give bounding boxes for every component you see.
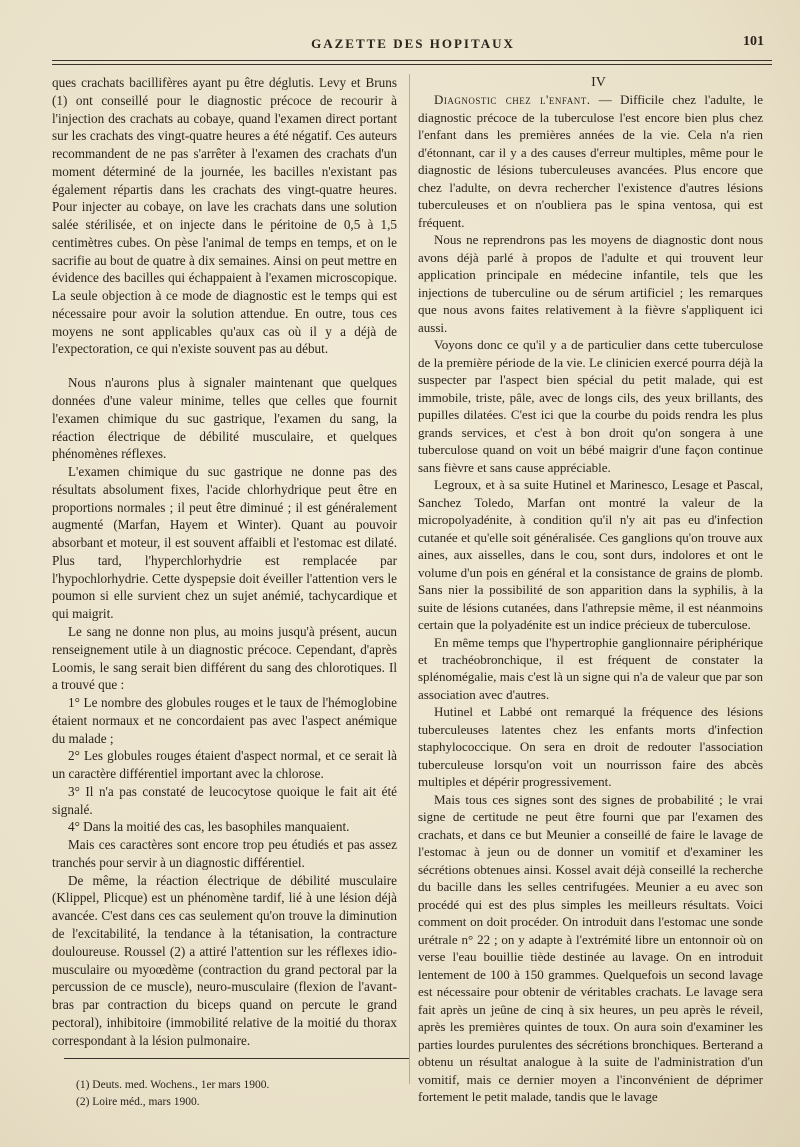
list-item: 3° Il n'a pas constaté de leucocytose quoique le fait ait été signalé. <box>52 783 397 817</box>
list-item: 4° Dans la moitié des cas, les basophiles manquaient. <box>68 819 350 835</box>
column-divider <box>409 74 410 1084</box>
header-rule <box>52 60 772 61</box>
paragraph: En même temps que l'hypertrophie ganglionnaire périphérique et trachéobronchique, il est fréquent de constater la splénomégalie, mais c'est là un signe qui n'a de valeur que par son association avec d'autres. <box>418 634 763 702</box>
right-column <box>418 74 763 1106</box>
paragraph: ques crachats bacillifères ayant pu être déglutis. Levy et Bruns (1) ont conseillé pour le diagnostic précoce de recourir à l'injection des crachats au cobaye, quand l'examen direct portant sur les crachats des vingt-quatre heures a été négatif. Ces auteurs recommandent de ne pas s'arrêter à l'examen des crachats d'un moment déterminé de la journée, les bacilles n'existant pas également répartis dans les crachats des vingt-quatre heures. Pour injecter au cobaye, on lave les crachats dans une solution salée stérilisée, et on injecte dans le péritoine de 0,5 à 1,5 centimètres cubes. On pèse l'animal de temps en temps, et on le sacrifie au bout de quatre à dix semaines. Ainsi on peut mettre en évidence des bacilles qui échappaient à l'examen microscopique. La seule objection à ce mode de diagnostic est le temps qui est nécessaire pour avoir la solution attendue. En outre, tous ces moyens ne sont applicables qu'aux cas où il y a déjà de l'expectoration, ce qui n'existe souvent pas au début. <box>52 75 397 357</box>
paragraph <box>418 91 763 231</box>
page-header <box>48 34 778 58</box>
paragraph: Mais tous ces signes sont des signes de probabilité ; le vrai signe de certitude ne peut être fourni que par l'examen des crachats, et dans ce but Meunier a conseillé de faire le lavage de l'estomac à jeun ou de donner un vomitif et d'examiner les sécrétions obtenues ainsi. Kossel avait déjà conseillé la recherche du bacille dans les selles centrifugées. Meunier a eu avec son procédé qui est des plus simples les meilleurs résultats. Voici comment on doit procéder. On introduit dans l'estomac une sonde urétrale n° 22 ; on y adapte à l'extrémité libre un entonnoir où on verse l'eau bouillie tiède destinée au lavage. On en introduit lentement de 100 à 150 grammes. Quelquefois un second lavage est nécessaire pour obtenir de véritables crachats. Le lavage sera fait après un jeûne de cinq à six heures, un peu après le réveil, après les premières quintes de toux. On aura soin d'examiner les parties lourdes purulentes des sécrétions bronchiques. Berterand a obtenu un résultat analogue à la suite de l'administration d'un vomitif, mais ce dernier moyen a l'inconvénient de déprimer fortement le petit malade, tandis que le lavage <box>418 791 763 1105</box>
section-title: Diagnostic chez l'enfant. <box>434 92 591 108</box>
paragraph: Hutinel et Labbé ont remarqué la fréquence des lésions tuberculeuses latentes chez les enfants morts d'infection staphylococcique. On sera en droit de redouter l'association tuberculeuse lorsqu'on voit un nourrisson faire des abcès multiples et dépérir progressivement. <box>418 704 763 790</box>
footnote: (1) Deuts. med. Wochens., 1er mars 1900. <box>76 1079 270 1091</box>
paragraph: Legroux, et à sa suite Hutinel et Marinesco, Lesage et Pascal, Sanchez Toledo, Marfan ont montré la valeur de la micropolyadénite, à condition qu'il n'y ait pas eu d'infection cutanée et qu'elle soit généralisée. Ces ganglions qu'on trouve aux aines, aux aisselles, dans le cou, sont durs, indolores et ont le volume d'un pois en général et la consistance de grains de plomb. Sans nier la possibilité de son apparition dans la syphilis, à la suite de lésions cutanées, dans l'athrepsie même, il est néanmoins certain que la polyadénite est un indice précieux de tuberculose. <box>418 477 763 633</box>
footnotes <box>76 1077 396 1111</box>
paragraph: Voyons donc ce qu'il y a de particulier dans cette tuberculose de la première période de la vie. Le clinicien exercé pourra déjà la suspecter par l'aspect bien spécial du petit malade, qui est immobile, triste, pâle, avec de longs cils, des yeux brillants, des pupilles dilatées. C'est ici que la courbe du poids rendra les plus grands services, et c'est à bon droit qu'on songera à une tuberculose quand on voit un bébé maigrir d'une façon continue sans fièvre et sans cause appréciable. <box>418 337 763 475</box>
list-item: 1° Le nombre des globules rouges et le taux de l'hémoglobine étaient normaux et ne concordaient pas avec l'aspect anémique du malade ; <box>52 695 397 746</box>
page-number: 101 <box>743 34 764 49</box>
paragraph: Le sang ne donne non plus, au moins jusqu'à présent, aucun renseignement utile à un diagnostic précoce. Cependant, d'après Loomis, le sang serait bien différent du sang des chlorotiques. Il a trouvé que : <box>52 623 397 693</box>
paragraph: L'examen chimique du suc gastrique ne donne pas des résultats absolument fixes, l'acide chlorhydrique peut être en proportions normales ; il peut être diminué ; il est généralement augmenté (Marfan, Hayem et Winter). Quant au pouvoir absorbant et moteur, il est souvent affaibli et l'estomac est dilaté. Plus tard, l'hyperchlorhydrie est remplacée par l'hypochlorhydrie. Cette dyspepsie doit éveiller l'attention vers le poumon si elle survient chez un sujet anémié, tachycardique et qui maigrit. <box>52 464 397 622</box>
paragraph: Nous ne reprendrons pas les moyens de diagnostic dont nous avons déjà parlé à propos de l'adulte et qui trouvent leur application principale en médecine infantile, tels que les injections de tuberculine ou de sérum artificiel ; les remarques que nous avons faites relativement à la fièvre s'appliquent ici aussi. <box>418 232 763 335</box>
section-number: IV <box>591 75 606 90</box>
footnote-rule <box>64 1058 409 1059</box>
footnote: (2) Loire méd., mars 1900. <box>76 1096 200 1108</box>
header-rule-thin <box>52 64 772 65</box>
list-item: 2° Les globules rouges étaient d'aspect normal, et ce serait là un caractère différentiel important avec la chlorose. <box>52 748 397 782</box>
paragraph-text: — Difficile chez l'adulte, le diagnostic précoce de la tuberculose l'est encore bien plus chez l'enfant dans les premières années de la vie. Cela n'a rien d'étonnant, car il y a des causes d'erreur multiples, même pour le diagnostic de lésions tuberculeuses avancées. Plus encore que chez l'adulte, on devra rechercher l'existence d'autres lésions tuberculeuses et on n'oubliera pas le spina ventosa, qui est fréquent. <box>418 92 764 230</box>
paragraph: De même, la réaction électrique de débilité musculaire (Klippel, Plicque) est un phénomène tardif, lié à une lésion déjà avancée. C'est dans ces cas seulement qu'on trouve la diminution de l'excitabilité, la tendance à la tétanisation, la contracture douloureuse. Roussel (2) a attiré l'attention sur les réflexes idio-musculaire ou myoœdème (contraction du grand pectoral par la percussion de ce muscle), neuro-musculaire (flexion de l'avant-bras par contraction du biceps quand on percute le grand pectoral), inhibitoire (immobilité relative de la moitié du thorax correspondant à la lésion pulmonaire. <box>52 872 397 1048</box>
paragraph: Mais ces caractères sont encore trop peu étudiés et pas assez tranchés pour servir à un diagnostic différentiel. <box>52 837 397 870</box>
left-column <box>52 74 397 1049</box>
journal-title: GAZETTE DES HOPITAUX <box>311 36 515 51</box>
paragraph: Nous n'aurons plus à signaler maintenant que quelques données d'une valeur minime, telles que celles que fournit l'examen chimique du suc gastrique, l'examen du sang, la réaction électrique de débilité musculaire, et quelques phénomènes réflexes. <box>52 375 397 462</box>
